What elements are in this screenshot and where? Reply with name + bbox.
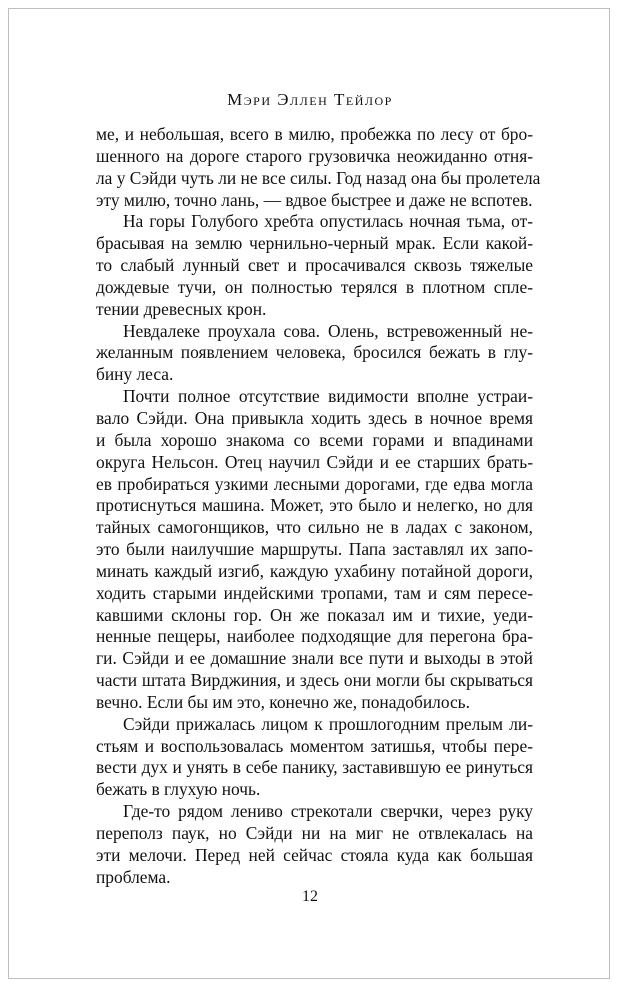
text-line: округа Нельсон. Отец научил Сэйди и ее старших брать- bbox=[96, 451, 533, 472]
text-line: кавшими склоны гор. Он же показал им и тихие, уеди- bbox=[96, 604, 533, 625]
text-line: ла у Сэйди чуть ли не все силы. Год назад она бы пролетела bbox=[96, 167, 541, 188]
text-line: минать каждый изгиб, каждую ухабину потайной дороги, bbox=[96, 560, 533, 581]
text-line: ненные пещеры, наиболее подходящие для перегона бра- bbox=[96, 626, 533, 647]
paragraph bbox=[96, 386, 533, 714]
text-line: Почти полное отсутствие видимости вполне устраи- bbox=[123, 386, 533, 407]
paragraph bbox=[96, 714, 533, 801]
paragraph bbox=[96, 211, 533, 320]
text-line: желанным появлением человека, бросился бежать в глу- bbox=[96, 342, 533, 363]
text-line: эту милю, точно лань, — вдвое быстрее и даже не вспотев. bbox=[96, 189, 533, 210]
text-line: это были наилучшие маршруты. Папа заставлял их запо- bbox=[96, 539, 533, 560]
text-line: ев пробираться узкими лесными дорогами, где едва могла bbox=[96, 473, 533, 494]
text-line: и была хорошо знакома со всеми горами и впадинами bbox=[96, 429, 533, 450]
text-line: то слабый лунный свет и просачивался сквозь тяжелые bbox=[96, 255, 533, 276]
page-number: 12 bbox=[302, 888, 318, 905]
running-head: Мэри Эллен Тейлор bbox=[227, 90, 393, 109]
text-line: вало Сэйди. Она привыкла ходить здесь в ночное время bbox=[96, 407, 533, 428]
text-line: ме, и небольшая, всего в милю, пробежка по лесу от бро- bbox=[96, 124, 533, 144]
text-line: переполз паук, но Сэйди ни на миг не отвлекалась на bbox=[96, 823, 533, 843]
text-line: брасывая на землю чернильно-черный мрак. Если какой- bbox=[96, 233, 533, 254]
paragraph bbox=[96, 321, 533, 387]
text-line: бину леса. bbox=[96, 364, 174, 385]
text-body bbox=[96, 124, 541, 889]
text-line: проблема. bbox=[96, 866, 171, 887]
text-line: Где-то рядом лениво стрекотали сверчки, через руку bbox=[123, 801, 533, 822]
text-line: дождевые тучи, он полностью терялся в плотном спле- bbox=[96, 276, 533, 297]
paragraph bbox=[96, 801, 533, 888]
text-line: Невдалеке проухала сова. Олень, встревоженный не- bbox=[123, 320, 533, 341]
text-line: тайных самогонщиков, что сильно не в ладах с законом, bbox=[96, 517, 533, 538]
text-line: части штата Вирджиния, и здесь они могли бы скрываться bbox=[96, 670, 533, 691]
text-line: бежать в глухую ночь. bbox=[96, 779, 261, 800]
text-line: ги. Сэйди и ее домашние знали все пути и выходы в этой bbox=[96, 648, 533, 669]
text-line: На горы Голубого хребта опустилась ночная тьма, от- bbox=[123, 211, 533, 232]
text-line: стьям и воспользовалась моментом затишья, чтобы пере- bbox=[96, 735, 533, 756]
text-line: шенного на дороге старого грузовичка неожиданно отня- bbox=[96, 145, 533, 166]
text-line: эти мелочи. Перед ней сейчас стояла куда как большая bbox=[96, 844, 533, 865]
text-line: тении древесных крон. bbox=[96, 298, 267, 319]
text-line: вести дух и унять в себе панику, заставившую ее ринуться bbox=[96, 757, 533, 778]
text-line: протиснуться машина. Может, это было и нелегко, но для bbox=[96, 495, 533, 516]
paragraph bbox=[96, 124, 541, 211]
text-line: вечно. Если бы им это, конечно же, понадобилось. bbox=[96, 691, 470, 712]
text-line: Сэйди прижалась лицом к прошлогодним прелым ли- bbox=[123, 713, 533, 734]
text-line: ходить старыми индейскими тропами, там и сям пересе- bbox=[96, 582, 533, 603]
